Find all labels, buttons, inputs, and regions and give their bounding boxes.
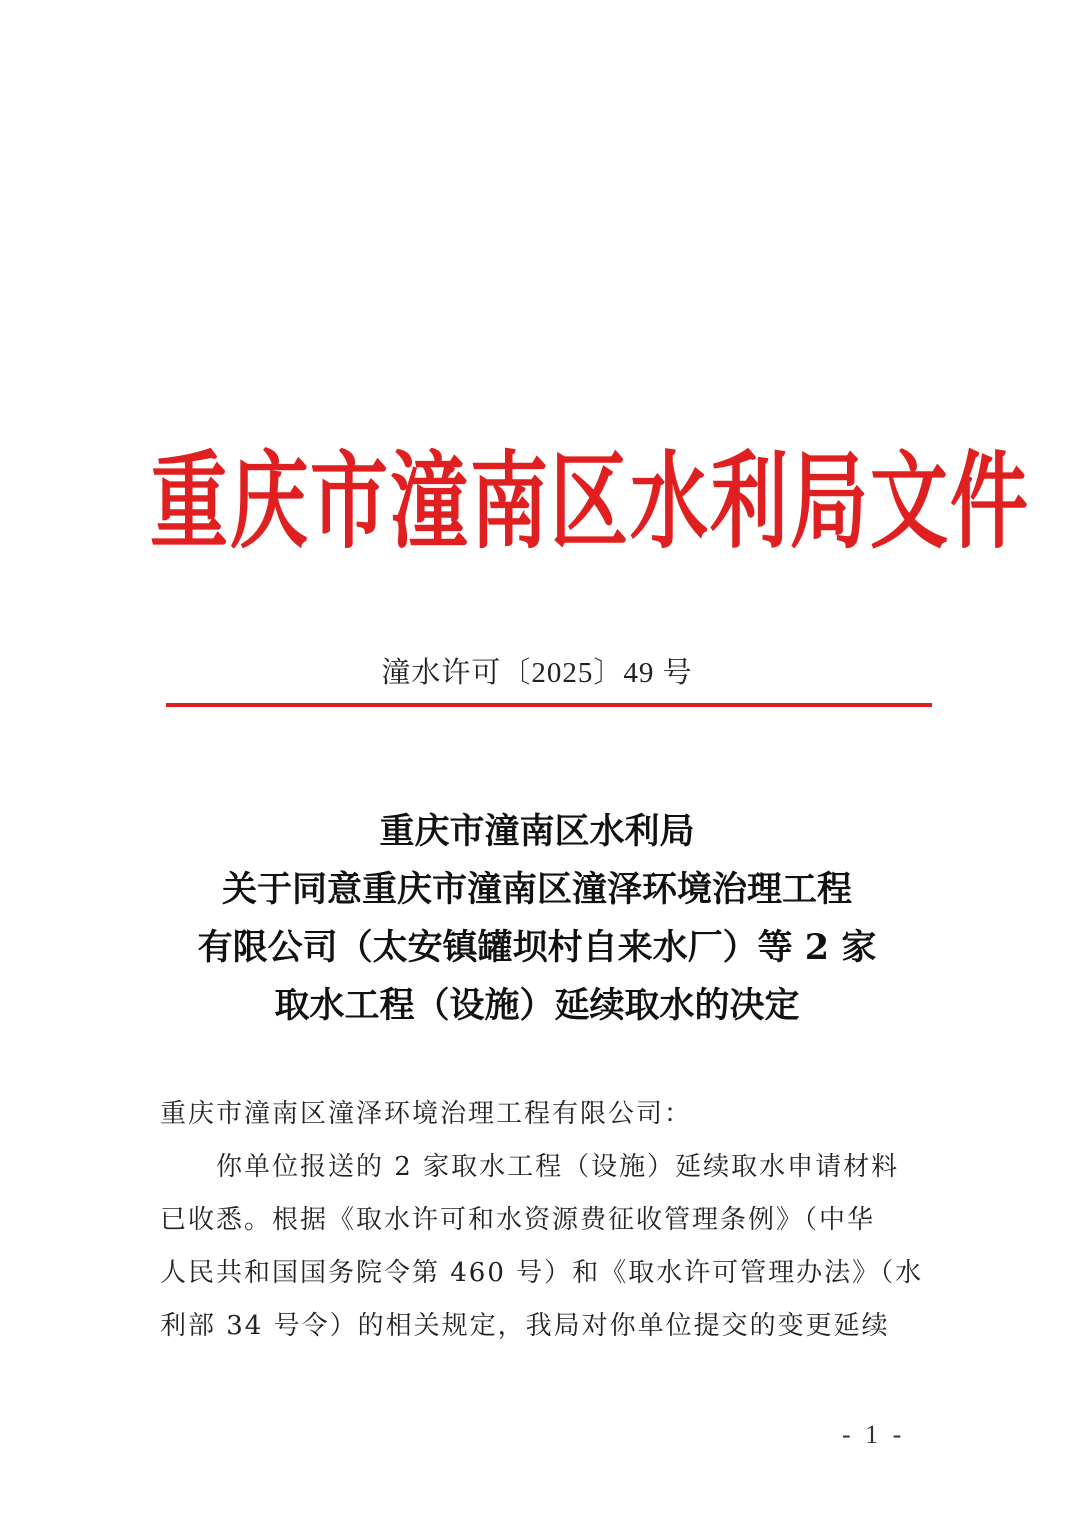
salutation: 重庆市潼南区潼泽环境治理工程有限公司： [160, 1099, 693, 1129]
paragraph-line: 人民共和国国务院令第 460 号）和《取水许可管理办法》（水 [160, 1258, 924, 1288]
document-title [100, 803, 974, 1035]
red-divider [166, 703, 932, 707]
page-number: - 1 - [842, 1420, 906, 1449]
document-number: 潼水许可〔2025〕49 号 [381, 657, 693, 689]
title-line: 有限公司（太安镇罐坝村自来水厂）等 2 家 [197, 927, 877, 968]
document-body [160, 1088, 924, 1353]
paragraph-line: 利部 34 号令）的相关规定，我局对你单位提交的变更延续 [160, 1311, 890, 1341]
masthead-title: 重庆市潼南区水利局文件 [150, 440, 1031, 564]
title-line: 关于同意重庆市潼南区潼泽环境治理工程 [221, 869, 852, 910]
title-line: 取水工程（设施）延续取水的决定 [274, 985, 800, 1026]
paragraph-line: 你单位报送的 2 家取水工程（设施）延续取水申请材料 [216, 1152, 900, 1182]
paragraph-line: 已收悉。根据《取水许可和水资源费征收管理条例》（中华 [160, 1205, 876, 1235]
title-line: 重庆市潼南区水利局 [379, 811, 695, 852]
